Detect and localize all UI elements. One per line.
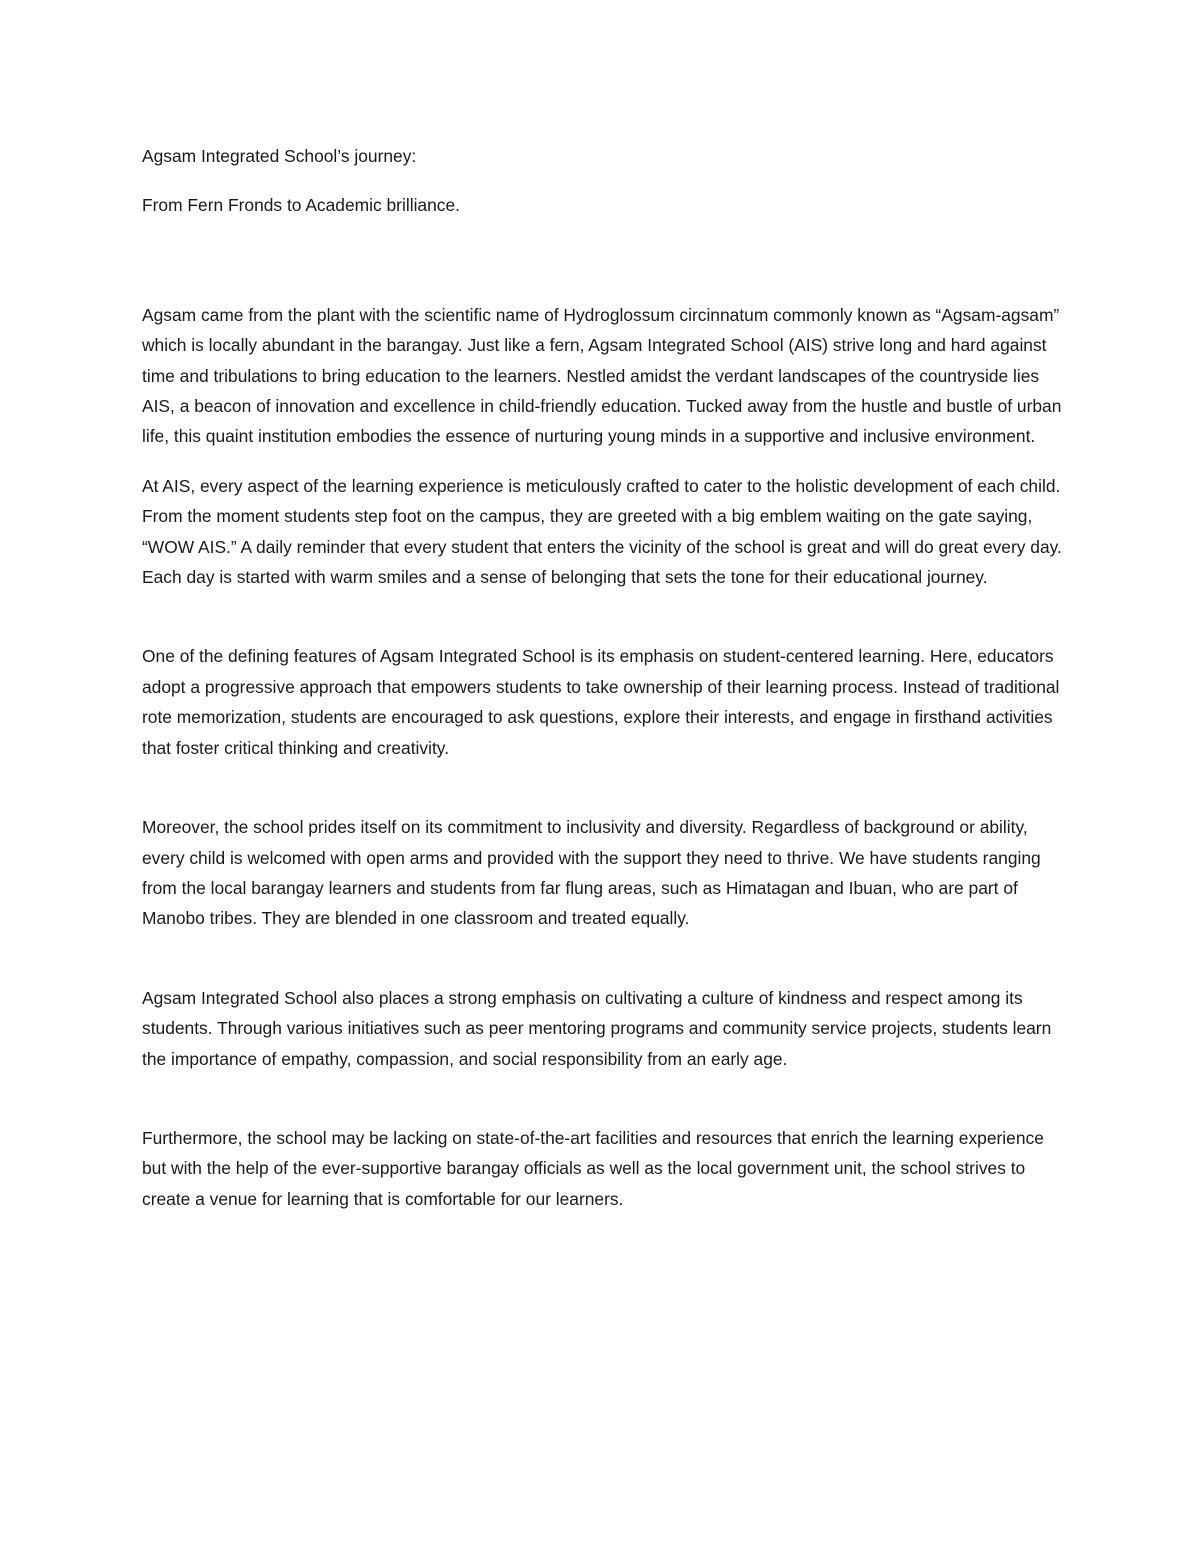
paragraph-origin: Agsam came from the plant with the scientific name of Hydroglossum circinnatum commonly known as “Agsam-agsam” which is locally abundant in the barangay. Just like a fern, Agsam Integrated School (AIS) strive long and hard against time and tribulations to bring education to the learners. Nestled amidst the verdant landscapes of the countryside lies AIS, a beacon of innovation and excellence in child-friendly education. Tucked away from the hustle and bustle of urban life, this quaint institution embodies the essence of nurturing young minds in a supportive and inclusive environment.: [142, 304, 1062, 447]
paragraph-learning-experience: At AIS, every aspect of the learning experience is meticulously crafted to cater to the holistic development of each child. From the moment students step foot on the campus, they are greeted with a big emblem waiting on the gate saying, “WOW AIS.” A daily reminder that every student that enters the vicinity of the school is great and will do great every day. Each day is started with warm smiles and a sense of belonging that sets the tone for their educational journey.: [142, 475, 1062, 588]
paragraph-facilities: Furthermore, the school may be lacking on state-of-the-art facilities and resources that enrich the learning experience but with the help of the ever-supportive barangay officials as well as the local government unit, the school strives to create a venue for learning that is comfortable for our learners.: [142, 1127, 1044, 1209]
document-subtitle: From Fern Fronds to Academic brilliance.: [142, 195, 460, 216]
paragraph-kindness: Agsam Integrated School also places a strong emphasis on cultivating a culture of kindness and respect among its students. Through various initiatives such as peer mentoring programs and community service projects, students learn the importance of empathy, compassion, and social responsibility from an early age.: [142, 987, 1052, 1069]
paragraph-student-centered: One of the defining features of Agsam Integrated School is its emphasis on student-centered learning. Here, educators adopt a progressive approach that empowers students to take ownership of their learning process. Instead of traditional rote memorization, students are encouraged to ask questions, explore their interests, and engage in firsthand activities that foster critical thinking and creativity.: [142, 646, 1060, 758]
paragraph-inclusivity: Moreover, the school prides itself on its commitment to inclusivity and diversity. Regardless of background or ability, every child is welcomed with open arms and provided with the support they need to thrive. We have students ranging from the local barangay learners and students from far flung areas, such as Himatagan and Ibuan, who are part of Manobo tribes. They are blended in one classroom and treated equally.: [142, 817, 1041, 929]
document-body: [142, 141, 1067, 1233]
document-title: Agsam Integrated School’s journey:: [142, 146, 417, 166]
